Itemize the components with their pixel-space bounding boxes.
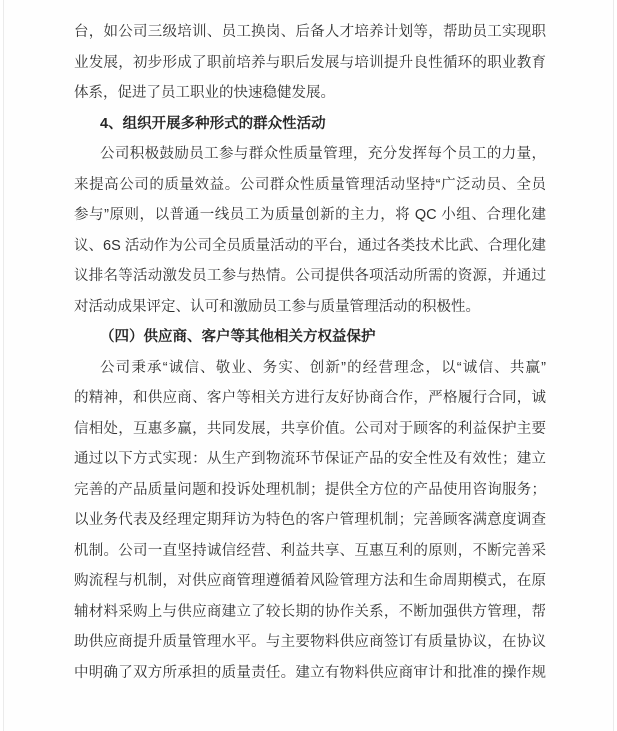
document-page [3,0,614,731]
body-text-line: 机制。公司一直坚持诚信经营、利益共享、互惠互利的原则，不断完善采 [74,542,546,559]
body-text-line: 的精神，和供应商、客户等相关方进行友好协商合作，严格履行合同，诚 [74,390,546,406]
body-text-line: 议排名等活动激发员工参与热情。公司提供各项活动所需的资源，并通过 [74,268,546,284]
body-text-line: 助供应商提升质量管理水平。与主要物料供应商签订有质量协议，在协议 [74,634,546,650]
body-text-line: 业发展，初步形成了职前培养与职后发展与培训提升良性循环的职业教育 [74,54,546,71]
body-text-line: 完善的产品质量问题和投诉处理机制；提供全方位的产品使用咨询服务； [74,481,546,498]
body-text-line: 参与”原则，以普通一线员工为质量创新的主力，将 QC 小组、合理化建 [74,207,546,223]
document-body [4,0,546,688]
body-text-line: 购流程与机制，对供应商管理遵循着风险管理方法和生命周期模式，在原 [74,573,546,589]
body-text-line: 公司秉承“诚信、敬业、务实、创新”的经营理念，以“诚信、共赢” [100,359,546,376]
body-text-line: 对活动成果评定、认可和激励员工参与质量管理活动的积极性。 [74,298,480,315]
body-text-line: 以业务代表及经理定期拜访为特色的客户管理机制；完善顾客满意度调查 [74,512,546,528]
body-text-line: 公司积极鼓励员工参与群众性质量管理，充分发挥每个员工的力量， [100,146,546,162]
body-text-line: 体系，促进了员工职业的快速稳健发展。 [74,85,335,101]
body-text-line: 议、6S 活动作为公司全员质量活动的平台，通过各类技术比武、合理化建 [74,237,546,254]
body-text-line: 来提高公司的质量效益。公司群众性质量管理活动坚持“广泛动员、全员 [74,176,546,193]
body-text-line: 辅材料采购上与供应商建立了较长期的协作关系，不断加强供方管理，帮 [74,603,546,620]
body-text-line: 中明确了双方所承担的质量责任。建立有物料供应商审计和批准的操作规 [74,664,546,681]
section-heading: （四）供应商、客户等其他相关方权益保护 [100,329,376,345]
section-heading: 4、组织开展多种形式的群众性活动 [100,115,326,132]
body-text-line: 台，如公司三级培训、员工换岗、后备人才培养计划等，帮助员工实现职 [74,24,546,40]
body-text-line: 通过以下方式实现：从生产到物流环节保证产品的安全性及有效性；建立 [74,451,546,467]
body-text-line: 信相处，互惠多赢，共同发展，共享价值。公司对于顾客的利益保护主要 [74,420,546,437]
